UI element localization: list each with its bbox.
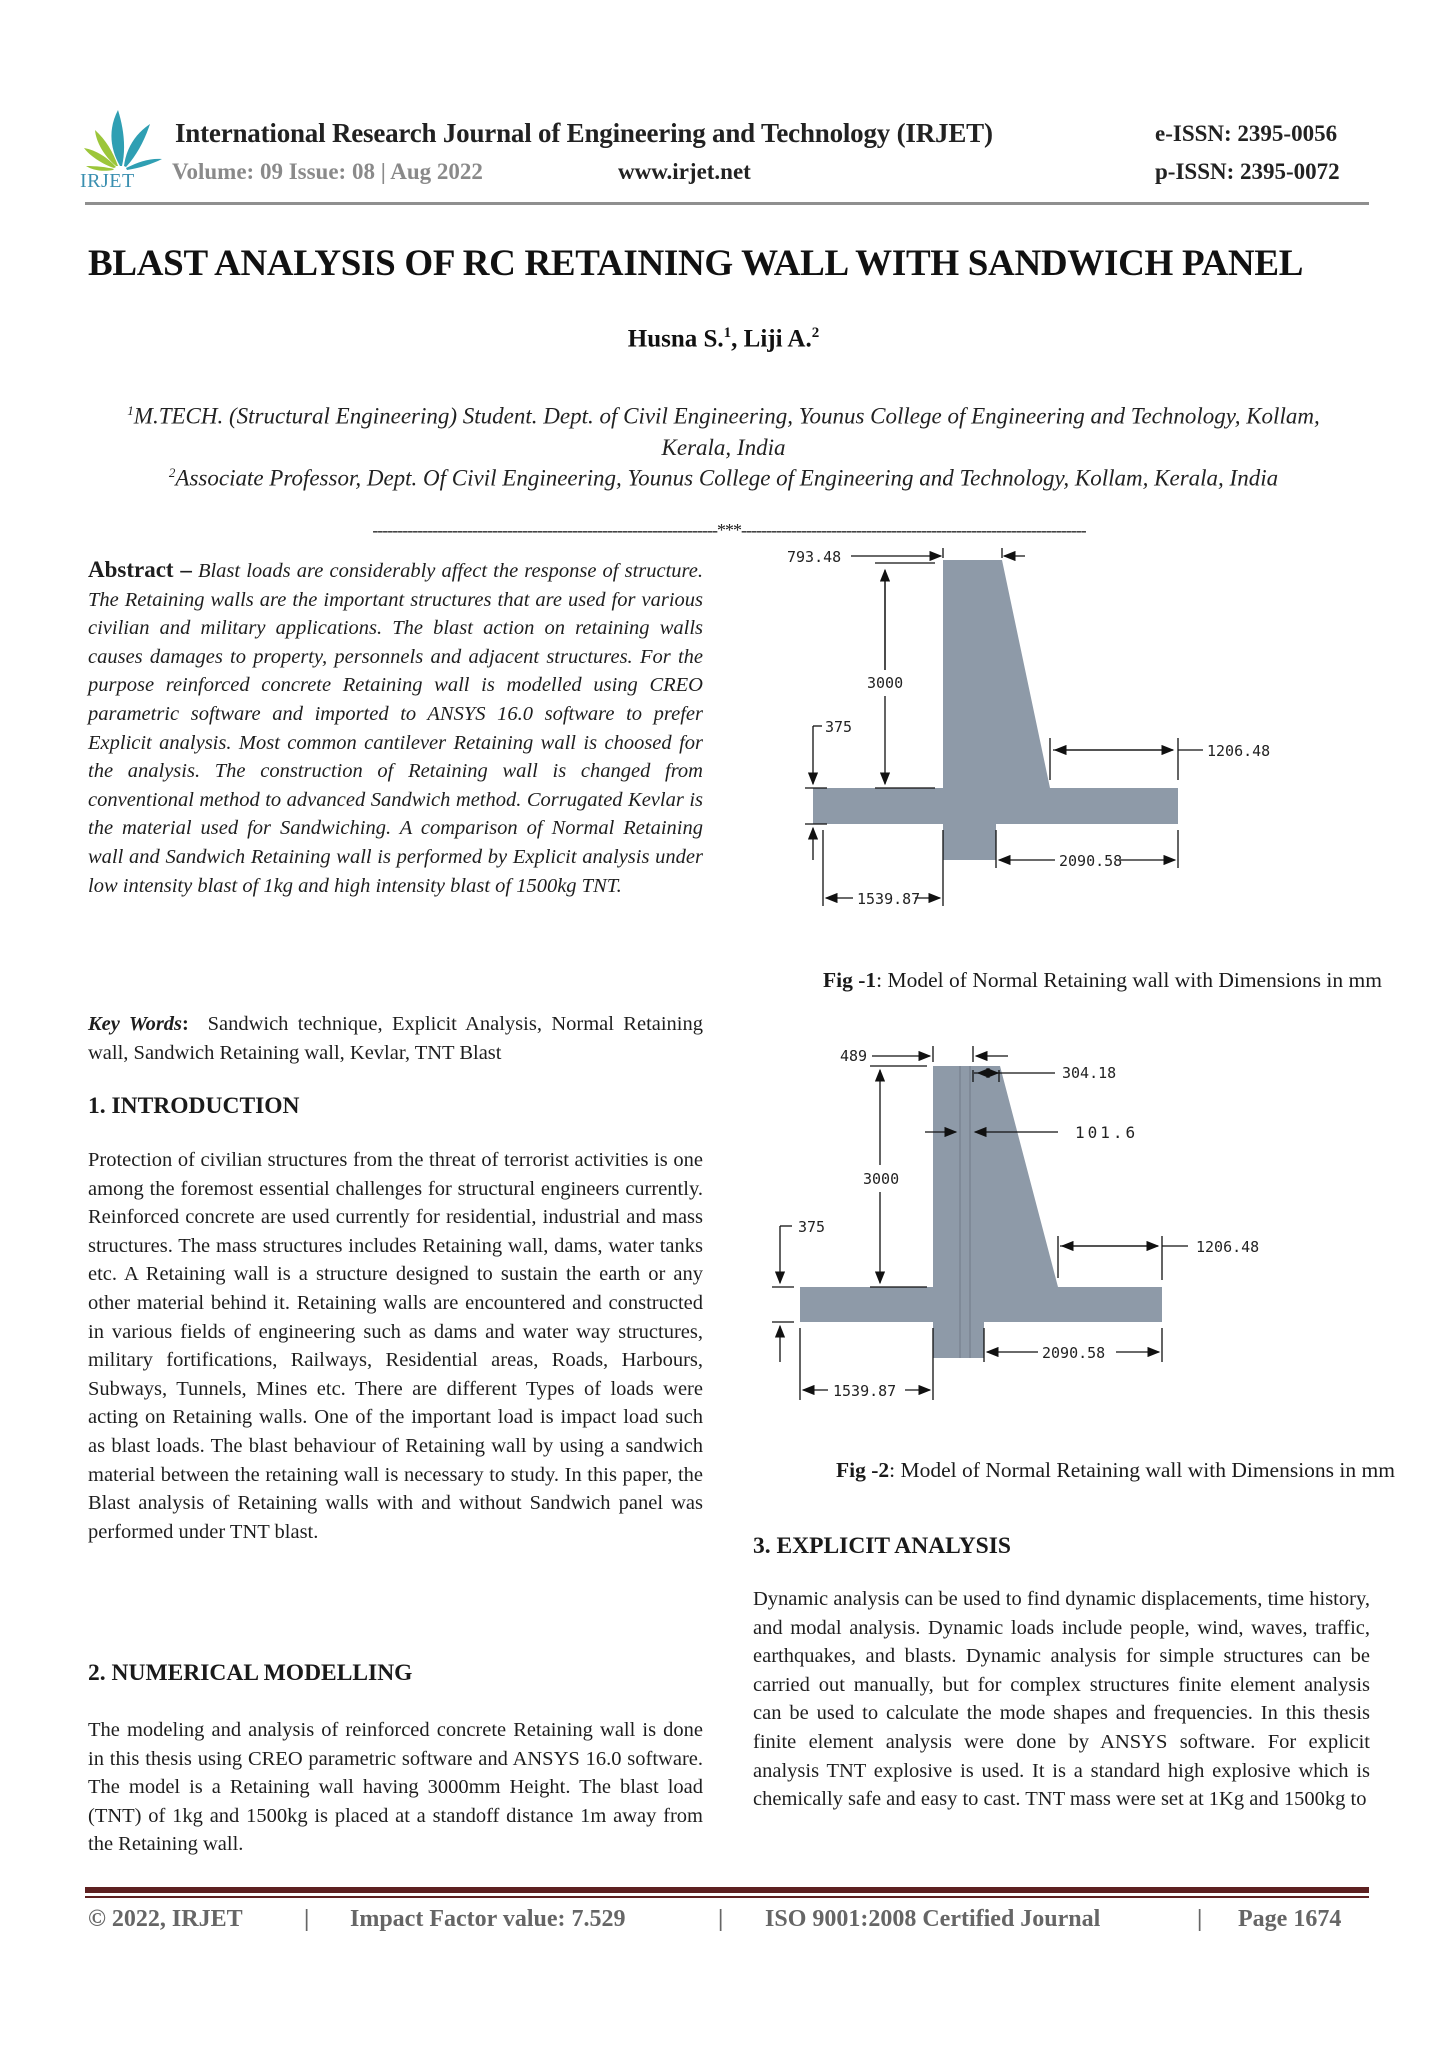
keywords: Key Words: Sandwich technique, Explicit Analysis, Normal Retaining wall, Sandwich Retaining wall, Kevlar, TNT Blast: [88, 1013, 704, 1064]
footer-separator: |: [304, 1906, 310, 1932]
abstract-text: Blast loads are considerably affect the response of structure. The Retaining walls are the important structures that are used for various civilian and military applications. The blast action on retaining walls causes damages to property, personnels and adjacent structures. For the purpose reinforced concrete Retaining wall is modelled using CREO parametric software and imported to ANSYS 16.0 software to prefer Explicit analysis. Most common cantilever Retaining wall is choosed for the analysis. The construction of Retaining wall is changed from conventional method to advanced Sandwich method. Corrugated Kevlar is the material used for Sandwiching. A comparison of Normal Retaining wall and Sandwich Retaining wall is performed by Explicit analysis under low intensity blast of 1kg and high intensity blast of 1500kg TNT.: [88, 560, 703, 897]
figure-1-retaining-wall-diagram: [775, 548, 1375, 928]
author-separator: ,: [731, 325, 744, 353]
footer-separator: |: [718, 1906, 724, 1932]
footer-impact-factor: Impact Factor value: 7.529: [350, 1906, 626, 1932]
keywords-text: Sandwich technique, Explicit Analysis, Normal Retaining wall, Sandwich Retaining wall, Kevlar, TNT Blast: [88, 1013, 704, 1064]
dimension-label-base-thickness: 375: [798, 1218, 826, 1236]
wall-section-shape: [813, 560, 1178, 860]
dimension-label-heel-top: 1206.48: [1207, 742, 1271, 760]
figure-label: Fig -1: [823, 968, 877, 992]
author-list: [0, 325, 1447, 353]
journal-website-link[interactable]: www.irjet.net: [618, 159, 751, 184]
paragraph: The modeling and analysis of reinforced concrete Retaining wall is done in this thesis using CREO parametric software and ANSYS 16.0 software. The model is a Retaining wall having 3000mm Height. The blast load (TNT) of 1kg and 1500kg is placed at a standoff distance 1m away from the Retaining wall.: [88, 1719, 703, 1856]
e-issn: e-ISSN: 2395-0056: [1155, 121, 1338, 146]
wall-section-shape: [800, 1066, 1162, 1358]
footer-iso-certification: ISO 9001:2008 Certified Journal: [765, 1906, 1101, 1932]
dimension-label-stem-top-width: 304.18: [1062, 1064, 1117, 1082]
page-number: Page 1674: [1238, 1906, 1342, 1932]
dimension-label-toe: 1539.87: [857, 890, 921, 908]
author-affiliation-marker: 2: [811, 325, 820, 341]
paragraph: Protection of civilian structures from the threat of terrorist activities is one among the foremost essential challenges for structural engineers currently. Reinforced concrete are used currently for residential, industrial and mass structures. The mass structures includes Retaining wall, dams, water tanks etc. A Retaining wall is a structure designed to sustain the earth or any other material behind it. Retaining walls are encountered and constructed in various fields of engineering such as dams and water way structures, military fortifications, Railways, Residential areas, Roads, Harbours, Subways, Tunnels, Mines etc. There are different Types of loads were acting on Retaining walls. One of the important load is impact load such as blast loads. The blast behaviour of Retaining wall by using a sandwich material between the retaining wall is necessary to study. In this paper, the Blast analysis of Retaining walls with and without Sandwich panel was performed under TNT blast.: [88, 1149, 703, 1543]
volume-issue: Volume: 09 Issue: 08 | Aug 2022: [172, 159, 483, 184]
affiliation-text: M.TECH. (Structural Engineering) Student. Dept. of Civil Engineering, Younus College of Engineering and Technology, Kollam, Kerala, India: [133, 403, 1320, 460]
keywords-label: Key Words: [88, 1013, 183, 1035]
author-affiliation-marker: 1: [723, 325, 732, 341]
caption-text: : Model of Normal Retaining wall with Dimensions in mm: [889, 1458, 1395, 1482]
journal-name: International Research Journal of Engineering and Technology (IRJET): [175, 118, 993, 148]
dimension-label-toe: 1539.87: [833, 1382, 897, 1400]
footer-copyright: © 2022, IRJET: [88, 1906, 243, 1932]
affiliation: [100, 395, 1347, 463]
footer-separator: |: [1197, 1906, 1203, 1932]
abstract-label: Abstract –: [88, 557, 192, 582]
dimension-label-top-offset: 489: [840, 1047, 868, 1065]
journal-logo: [80, 104, 170, 194]
section-divider: ---------------------------------------------------------------------***---------------------------------------------------------------------: [372, 520, 1086, 540]
header-divider: [85, 202, 1369, 205]
dimension-label-base-thickness: 375: [825, 718, 853, 736]
paper-title: BLAST ANALYSIS OF RC RETAINING WALL WITH SANDWICH PANEL: [88, 243, 1304, 284]
author-name: Husna S.: [627, 325, 724, 353]
footer-rule: [85, 1896, 1369, 1898]
p-issn: p-ISSN: 2395-0072: [1155, 159, 1340, 184]
affiliation-marker: 1: [127, 403, 134, 418]
abstract: [88, 556, 703, 900]
section-heading-explicit-analysis: 3. EXPLICIT ANALYSIS: [753, 1533, 1011, 1559]
dimension-label-stem-height: 3000: [867, 674, 904, 692]
section-heading-numerical-modelling: 2. NUMERICAL MODELLING: [88, 1660, 413, 1686]
logo-text: IRJET: [80, 170, 135, 192]
dimension-label-stem-height: 3000: [863, 1170, 900, 1188]
footer-rule: [85, 1887, 1369, 1893]
figure-2-sandwich-wall-diagram: [770, 1040, 1370, 1420]
figure-label: Fig -2: [836, 1458, 890, 1482]
figure-2-caption: [808, 1456, 1423, 1484]
section-heading-introduction: 1. INTRODUCTION: [88, 1093, 300, 1119]
affiliation-marker: 2: [168, 465, 176, 480]
author-name: Liji A.: [743, 325, 812, 353]
dimension-label-top-offset: 793.48: [787, 548, 842, 566]
introduction-body: [88, 1146, 703, 1546]
dimension-label-heel-bottom: 2090.58: [1059, 852, 1123, 870]
caption-text: : Model of Normal Retaining wall with Dimensions in mm: [876, 968, 1382, 992]
dimension-label-sandwich-thickness: 101.6: [1075, 1123, 1139, 1142]
dimension-label-heel-bottom: 2090.58: [1042, 1344, 1106, 1362]
paragraph: Dynamic analysis can be used to find dynamic displacements, time history, and modal analysis. Dynamic loads include people, wind, waves, traffic, earthquakes, and blasts. Dynamic analysis for simple structures can be carried out manually, but for complex structures finite element analysis can be used to calculate the mode shapes and frequencies. In this thesis finite element analysis were done by ANSYS software. For explicit analysis TNT explosive is used. It is a standard high explosive which is chemically safe and easy to cast. TNT mass were set at 1Kg and 1500kg to: [753, 1588, 1370, 1811]
dimension-label-heel-top: 1206.48: [1196, 1238, 1260, 1256]
figure-1-caption: [795, 966, 1410, 994]
numerical-modelling-body: [88, 1716, 703, 1859]
affiliation: [100, 457, 1347, 494]
explicit-analysis-body: [753, 1585, 1370, 1814]
affiliation-text: Associate Professor, Dept. Of Civil Engineering, Younus College of Engineering and Technology, Kollam, Kerala, India: [175, 465, 1279, 491]
